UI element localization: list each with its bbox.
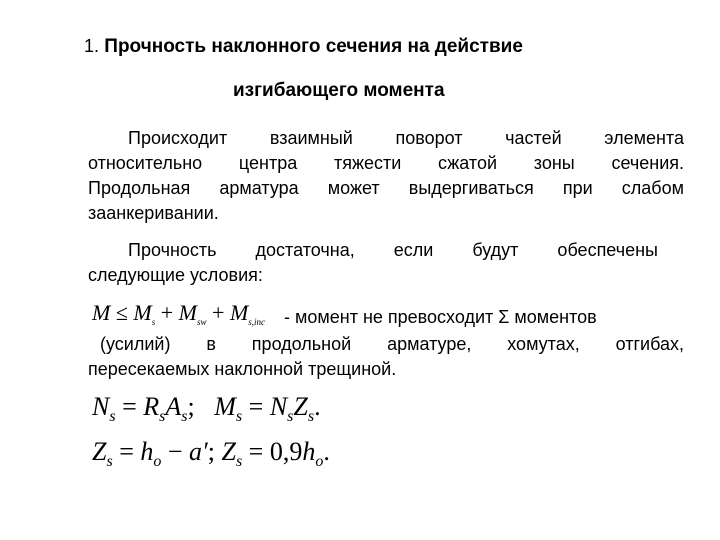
heading-line-1 [84,36,523,58]
paragraph-2-line-1: Прочность достаточна, если будут обеспечены [128,240,658,260]
condition-continuation [88,332,684,382]
paragraph-1-line-1: Происходит взаимный поворот частей элемента [128,128,684,148]
paragraph-1 [88,126,684,226]
formula-zs: $Z_s = h_o - a'$; $Z_s = 0,9h_o$. [92,437,330,470]
paragraph-1-line-4: заанкеривании. [88,203,219,223]
paragraph-2-line-2: следующие условия: [88,265,263,285]
paragraph-1-line-2: относительно центра тяжести сжатой зоны сечения. [88,153,684,173]
heading-number: 1. [84,36,100,56]
heading-line-2: изгибающего момента [233,80,445,101]
condition-continuation-line-2: пересекаемых наклонной трещиной. [88,359,397,379]
condition-row [88,300,684,330]
condition-continuation-line-1: (усилий) в продольной арматуре, хомутах, отгибах, [100,334,684,354]
paragraph-1-line-3: Продольная арматура может выдергиваться при слабом [88,178,684,198]
paragraph-2 [88,238,684,288]
heading-text-1: Прочность наклонного сечения на действие [104,36,523,57]
formula-ns-ms: $N_s = R_sA_s$; $M_s = N_sZ_s$. [92,392,321,425]
condition-text: - момент не превосходит Σ моментов [284,307,597,327]
condition-formula: $M \le M_s + M_{sw} + M_{s,inc}$ [92,300,266,327]
